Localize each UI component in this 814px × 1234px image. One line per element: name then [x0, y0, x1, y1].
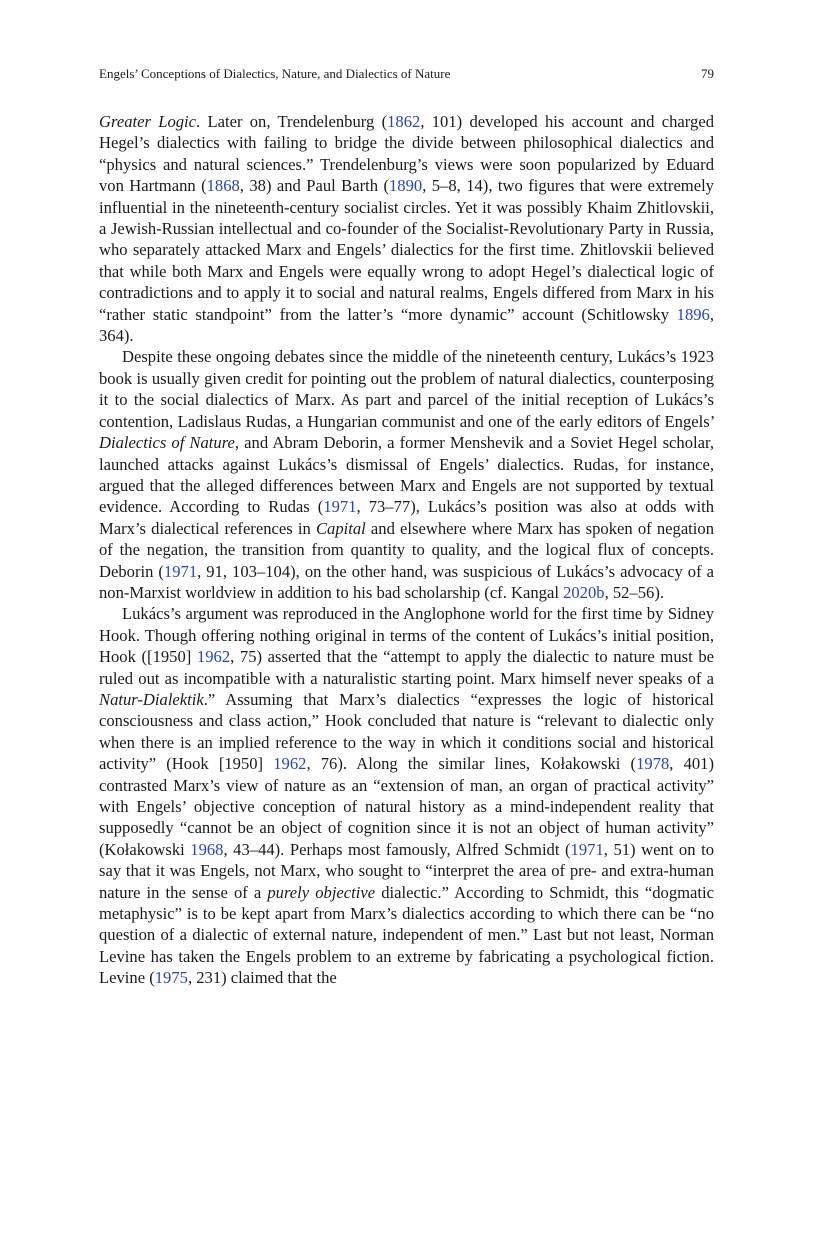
citation-link[interactable]: 1975 — [154, 968, 188, 988]
citation-link[interactable]: 1971 — [323, 497, 357, 517]
text-run: , 38) and Paul Barth ( — [239, 176, 389, 196]
citation-link[interactable]: 2020b — [563, 582, 605, 602]
italic-text: Greater Logic — [99, 112, 197, 131]
italic-text: Natur-Dialektik — [99, 689, 204, 709]
citation-link[interactable]: 1962 — [273, 754, 307, 774]
text-run: , and Abram Deborin, a former Menshevik and a Soviet Hegel scholar, launched attacks against Lukács’s dismissal of Engels’ dialectics. Rudas, for instance, argued that the alleged differences between Marx and Engels are not supported by textual evidence. According to Rudas ( — [99, 433, 714, 517]
text-run: , 401) contrasted Marx’s view of nature as an “extension of man, an organ of practical activity” with Engels’ objective conception of natural history as a mind-independent reality that supposedly “cannot be an object of cognition since it is not an object of human activity” (Kołakowski — [99, 754, 715, 859]
text-run: , 76). Along the similar lines, Kołakowski ( — [306, 754, 637, 774]
text-run: , 43–44). Perhaps most famously, Alfred Schmidt ( — [223, 839, 571, 859]
citation-link[interactable]: 1971 — [163, 561, 198, 581]
citation-link[interactable]: 1971 — [570, 839, 604, 859]
text-run: , 5–8, 14), two figures that were extremely influential in the nineteenth-century socialist circles. Yet it was possibly Khaim Zhitlovskii, a Jewish-Russian intellectual and co-founder of the Socialist-Revolutionary Party in Russia, who separately attacked Marx and Engels’ dialectics for the first time. Zhitlovskii believed that while both Marx and Engels were equally wrong to adopt Hegel’s dialectical logic of contradictions and to apply it to social and natural realms, Engels differed from Marx in his “rather static standpoint” from the latter’s “more dynamic” account (Schitlowsky — [99, 176, 714, 324]
page-number: 79 — [701, 66, 714, 81]
text-run: , 75) asserted that the “attempt to apply the dialectic to nature must be ruled out as incompatible with a naturalistic starting point. Marx himself never speaks of a — [99, 647, 714, 688]
text-run: .” Assuming that Marx’s dialectics “expresses the logic of historical consciousness and class action,” Hook concluded that nature is “relevant to dialectic only when there is an implied reference to the way in which it conditions social and historical activity” (Hook [1950] — [99, 689, 714, 774]
text-run: . Later on, Trendelenburg ( — [196, 112, 388, 131]
text-run: , 51) went on to say that it was Engels, not Marx, who sought to “interpret the area of pre- and extra-human nature in the sense of a — [99, 839, 714, 902]
citation-link[interactable]: 1862 — [387, 112, 421, 131]
citation-link[interactable]: 1868 — [206, 176, 240, 196]
italic-text: Dialectics of Nature — [99, 433, 235, 453]
body-text — [99, 111, 714, 989]
citation-link[interactable]: 1962 — [196, 647, 231, 667]
citation-link[interactable]: 1896 — [676, 304, 710, 324]
citation-link[interactable]: 1890 — [389, 176, 423, 196]
text-run: , 231) claimed that the — [187, 968, 337, 988]
italic-text: purely objective — [267, 882, 376, 902]
running-title: Engels’ Conceptions of Dialectics, Nature, and Dialectics of Nature — [99, 66, 451, 81]
text-run: , 101) developed his account and charged Hegel’s dialectics with failing to bridge the divide between philosophical dialectics and “physics and natural sciences.” Trendelenburg’s views were soon popularized by Eduard von Hartmann ( — [99, 112, 714, 196]
text-run: Lukács’s argument was reproduced in the Anglophone world for the first time by Sidney Hook. Though offering nothing original in terms of the content of Lukács’s initial position, Hook ([1950] — [99, 604, 714, 667]
text-run: and elsewhere where Marx has spoken of negation of the negation, the transition from quantity to quality, and the logical flux of concepts. Deborin ( — [99, 518, 714, 581]
text-run: , 73–77), Lukács’s position was also at odds with Marx’s dialectical references in — [99, 497, 714, 538]
citation-link[interactable]: 1978 — [636, 754, 670, 774]
paragraph — [99, 603, 714, 988]
text-run: , 52–56). — [604, 582, 665, 602]
italic-text: Capital — [315, 518, 366, 538]
text-run: dialectic.” According to Schmidt, this “dogmatic metaphysic” is to be kept apart from Marx’s dialectics according to which there can be “no question of a dialectic of external nature, independent of men.” Last but not least, Norman Levine has taken the Engels problem to an extreme by fabricating a psychological fiction. Levine ( — [99, 882, 714, 988]
paragraph — [99, 111, 714, 346]
running-head — [99, 66, 714, 82]
paragraph — [99, 346, 714, 603]
citation-link[interactable]: 1968 — [190, 839, 224, 859]
text-run: Despite these ongoing debates since the middle of the nineteenth century, Lukács’s 1923 book is usually given credit for pointing out the problem of natural dialectics, counterposing it to the social dialectics of Marx. As part and parcel of the initial reception of Lukács’s contention, Ladislaus Rudas, a Hungarian communist and one of the early editors of Engels’ — [99, 347, 714, 431]
text-run: , 364). — [99, 304, 714, 346]
text-run: , 91, 103–104), on the other hand, was suspicious of Lukács’s advocacy of a non-Marxist worldview in addition to his bad scholarship (cf. Kangal — [99, 561, 714, 602]
